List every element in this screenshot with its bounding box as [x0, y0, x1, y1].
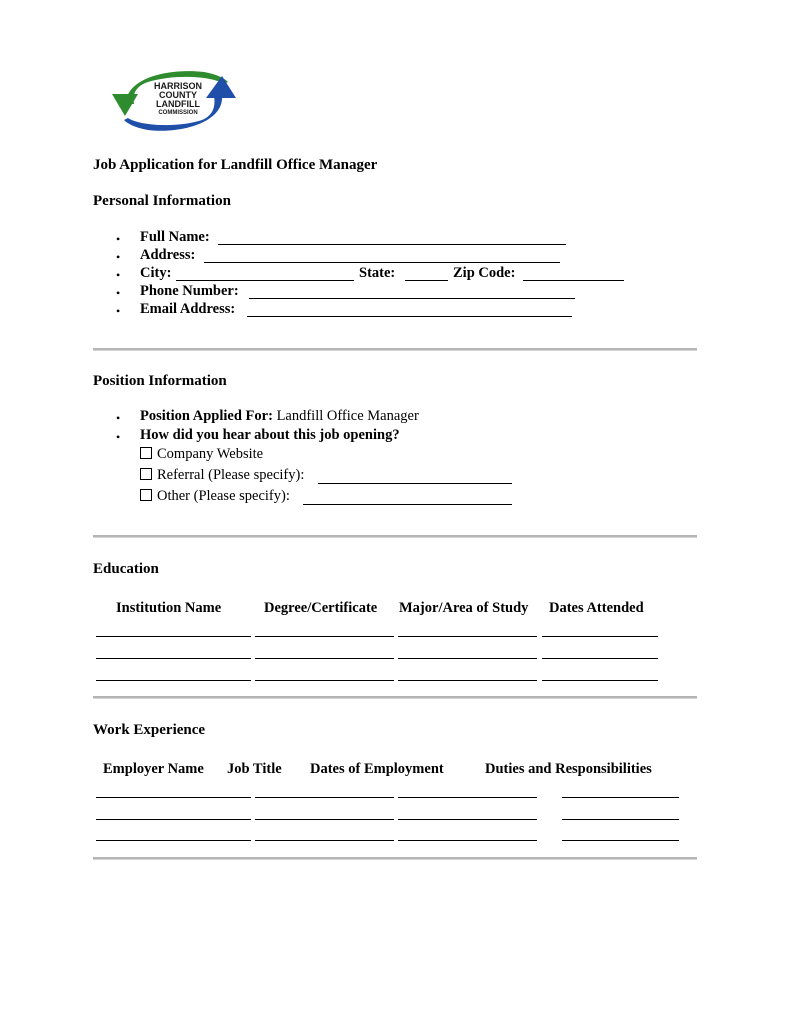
logo-line-1: HARRISON: [153, 81, 202, 91]
dates-employment-field[interactable]: [398, 840, 537, 841]
commission-logo: [108, 64, 240, 138]
phone-number-field[interactable]: [249, 298, 575, 299]
position-applied-row: [140, 408, 419, 425]
employer-field[interactable]: [96, 819, 251, 820]
dates-attended-field[interactable]: [542, 658, 658, 659]
education-col-institution: Institution Name: [116, 600, 222, 616]
bullet-icon: •: [116, 286, 121, 300]
job-title-field[interactable]: [255, 819, 394, 820]
job-title-field[interactable]: [255, 840, 394, 841]
option-label: Referral (Please specify):: [157, 467, 305, 483]
major-field[interactable]: [398, 680, 537, 681]
other-specify-field[interactable]: [303, 504, 512, 505]
duties-field[interactable]: [562, 819, 679, 820]
institution-field[interactable]: [96, 658, 251, 659]
option-referral[interactable]: [140, 467, 304, 484]
zip-code-field[interactable]: [523, 280, 624, 281]
position-applied-label: Position Applied For:: [140, 408, 273, 424]
job-title-field[interactable]: [255, 797, 394, 798]
position-info-heading: Position Information: [93, 373, 227, 389]
section-divider: [93, 535, 697, 538]
logo-wordmark: [138, 82, 218, 117]
address-label: Address:: [140, 247, 196, 263]
education-col-dates: Dates Attended: [549, 600, 644, 616]
checkbox-icon[interactable]: [140, 468, 152, 480]
bullet-icon: •: [116, 430, 121, 444]
education-col-major: Major/Area of Study: [399, 600, 529, 616]
position-applied-value: Landfill Office Manager: [276, 408, 419, 424]
degree-field[interactable]: [255, 680, 394, 681]
bullet-icon: •: [116, 232, 121, 246]
section-divider: [93, 348, 697, 351]
option-company-website[interactable]: [140, 446, 263, 463]
logo-line-2: COUNTY: [159, 90, 197, 100]
dates-employment-field[interactable]: [398, 797, 537, 798]
work-col-job-title: Job Title: [227, 761, 282, 777]
degree-field[interactable]: [255, 636, 394, 637]
logo-line-3: LANDFILL: [156, 99, 200, 109]
dates-attended-field[interactable]: [542, 680, 658, 681]
dates-employment-field[interactable]: [398, 819, 537, 820]
bullet-icon: •: [116, 250, 121, 264]
address-field[interactable]: [204, 262, 560, 263]
option-label: Company Website: [157, 446, 264, 462]
referral-specify-field[interactable]: [318, 483, 512, 484]
state-field[interactable]: [405, 280, 448, 281]
duties-field[interactable]: [562, 840, 679, 841]
email-address-field[interactable]: [247, 316, 572, 317]
document-title: Job Application for Landfill Office Manager: [93, 157, 378, 173]
logo-line-4: COMMISSION: [158, 110, 198, 116]
checkbox-icon[interactable]: [140, 489, 152, 501]
email-address-label: Email Address:: [140, 301, 236, 317]
option-label: Other (Please specify):: [157, 488, 290, 504]
institution-field[interactable]: [96, 680, 251, 681]
bullet-icon: •: [116, 304, 121, 318]
dates-attended-field[interactable]: [542, 636, 658, 637]
full-name-field[interactable]: [218, 244, 566, 245]
zip-code-label: Zip Code:: [453, 265, 516, 281]
hear-about-question: How did you hear about this job opening?: [140, 427, 400, 443]
employer-field[interactable]: [96, 797, 251, 798]
major-field[interactable]: [398, 658, 537, 659]
bullet-icon: •: [116, 268, 121, 282]
degree-field[interactable]: [255, 658, 394, 659]
institution-field[interactable]: [96, 636, 251, 637]
work-col-duties: Duties and Responsibilities: [485, 761, 652, 777]
major-field[interactable]: [398, 636, 537, 637]
duties-field[interactable]: [562, 797, 679, 798]
phone-number-label: Phone Number:: [140, 283, 239, 299]
city-label: City:: [140, 265, 172, 281]
checkbox-icon[interactable]: [140, 447, 152, 459]
work-experience-heading: Work Experience: [93, 722, 206, 738]
option-other[interactable]: [140, 488, 290, 505]
work-col-dates: Dates of Employment: [310, 761, 444, 777]
work-col-employer: Employer Name: [103, 761, 204, 777]
section-divider: [93, 696, 697, 699]
education-col-degree: Degree/Certificate: [264, 600, 378, 616]
city-field[interactable]: [176, 280, 354, 281]
employer-field[interactable]: [96, 840, 251, 841]
full-name-label: Full Name:: [140, 229, 210, 245]
state-label: State:: [359, 265, 396, 281]
education-heading: Education: [93, 561, 159, 577]
section-divider: [93, 857, 697, 860]
bullet-icon: •: [116, 411, 121, 425]
personal-info-heading: Personal Information: [93, 193, 231, 209]
